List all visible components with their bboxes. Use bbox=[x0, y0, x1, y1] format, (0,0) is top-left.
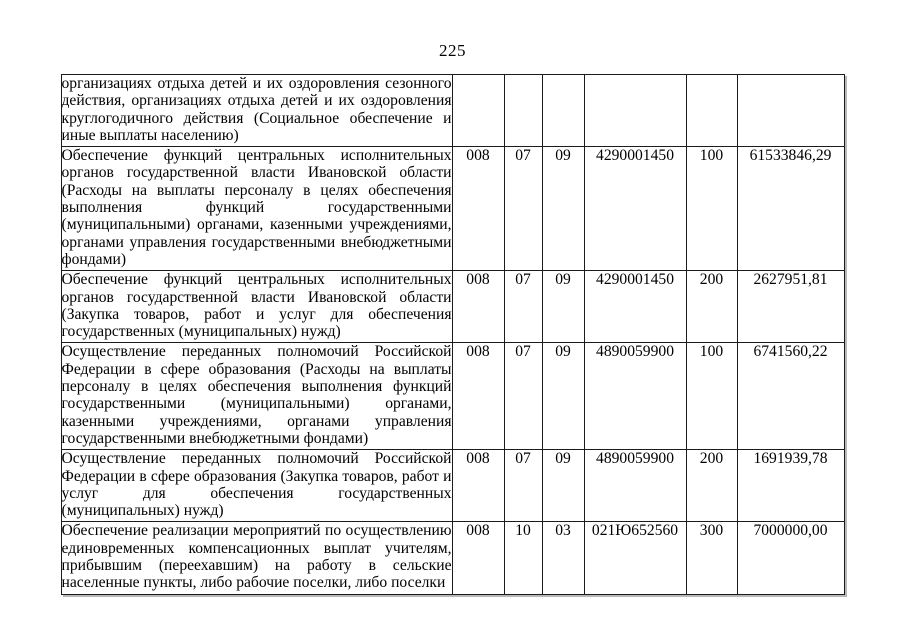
cell-description: организациях отдыха детей и их оздоровления сезонного действия, организациях отдыха детей и их оздоровления круглогодичного действия (Социальное обеспечение и иные выплаты населению) bbox=[61, 75, 452, 147]
cell-grbs bbox=[452, 75, 504, 147]
cell-grbs: 008 bbox=[452, 271, 504, 343]
cell-razdel: 07 bbox=[504, 450, 542, 522]
cell-vr: 100 bbox=[686, 147, 737, 271]
cell-description: Обеспечение функций центральных исполнительных органов государственной власти Ивановской области (Расходы на выплаты персоналу в целях обеспечения выполнения функций государственными (муниципальными) органами, казенными учреждениями, органами управления государственными внебюджетными фондами) bbox=[61, 147, 452, 271]
cell-amount bbox=[737, 75, 844, 147]
cell-amount: 7000000,00 bbox=[737, 522, 844, 594]
cell-razdel bbox=[504, 75, 542, 147]
cell-csr: 021Ю652560 bbox=[584, 522, 686, 594]
budget-table bbox=[61, 74, 845, 595]
cell-razdel: 07 bbox=[504, 147, 542, 271]
table-row bbox=[61, 522, 844, 594]
cell-amount: 1691939,78 bbox=[737, 450, 844, 522]
cell-amount: 6741560,22 bbox=[737, 343, 844, 450]
cell-csr: 4890059900 bbox=[584, 450, 686, 522]
cell-razdel: 07 bbox=[504, 271, 542, 343]
cell-amount: 61533846,29 bbox=[737, 147, 844, 271]
table-row bbox=[61, 147, 844, 271]
cell-podrazdel: 09 bbox=[542, 450, 584, 522]
cell-grbs: 008 bbox=[452, 450, 504, 522]
cell-podrazdel bbox=[542, 75, 584, 147]
cell-podrazdel: 09 bbox=[542, 147, 584, 271]
cell-vr: 300 bbox=[686, 522, 737, 594]
page-number: 225 bbox=[439, 41, 466, 60]
cell-csr: 4890059900 bbox=[584, 343, 686, 450]
cell-vr: 200 bbox=[686, 450, 737, 522]
cell-description: Обеспечение функций центральных исполнительных органов государственной власти Ивановской области (Закупка товаров, работ и услуг для обеспечения государственных (муниципальных) нужд) bbox=[61, 271, 452, 343]
cell-podrazdel: 03 bbox=[542, 522, 584, 594]
cell-razdel: 07 bbox=[504, 343, 542, 450]
cell-amount: 2627951,81 bbox=[737, 271, 844, 343]
cell-description: Осуществление переданных полномочий Российской Федерации в сфере образования (Расходы на выплаты персоналу в целях обеспечения выполнения функций государственными (муниципальными) органами, казенными учреждениями, органами управления государственными внебюджетными фондами) bbox=[61, 343, 452, 450]
cell-vr: 200 bbox=[686, 271, 737, 343]
cell-grbs: 008 bbox=[452, 147, 504, 271]
table-row bbox=[61, 450, 844, 522]
cell-vr bbox=[686, 75, 737, 147]
table-body bbox=[61, 75, 844, 595]
cell-description: Осуществление переданных полномочий Российской Федерации в сфере образования (Закупка товаров, работ и услуг для обеспечения государственных (муниципальных) нужд) bbox=[61, 450, 452, 522]
table-row bbox=[61, 75, 844, 147]
cell-description: Обеспечение реализации мероприятий по осуществлению единовременных компенсационных выплат учителям, прибывшим (переехавшим) на работу в сельские населенные пункты, либо рабочие поселки, либо поселки bbox=[61, 522, 452, 594]
cell-csr bbox=[584, 75, 686, 147]
table-row bbox=[61, 271, 844, 343]
cell-csr: 4290001450 bbox=[584, 271, 686, 343]
cell-vr: 100 bbox=[686, 343, 737, 450]
cell-grbs: 008 bbox=[452, 343, 504, 450]
table-row bbox=[61, 343, 844, 450]
cell-podrazdel: 09 bbox=[542, 271, 584, 343]
cell-csr: 4290001450 bbox=[584, 147, 686, 271]
cell-grbs: 008 bbox=[452, 522, 504, 594]
cell-podrazdel: 09 bbox=[542, 343, 584, 450]
cell-razdel: 10 bbox=[504, 522, 542, 594]
